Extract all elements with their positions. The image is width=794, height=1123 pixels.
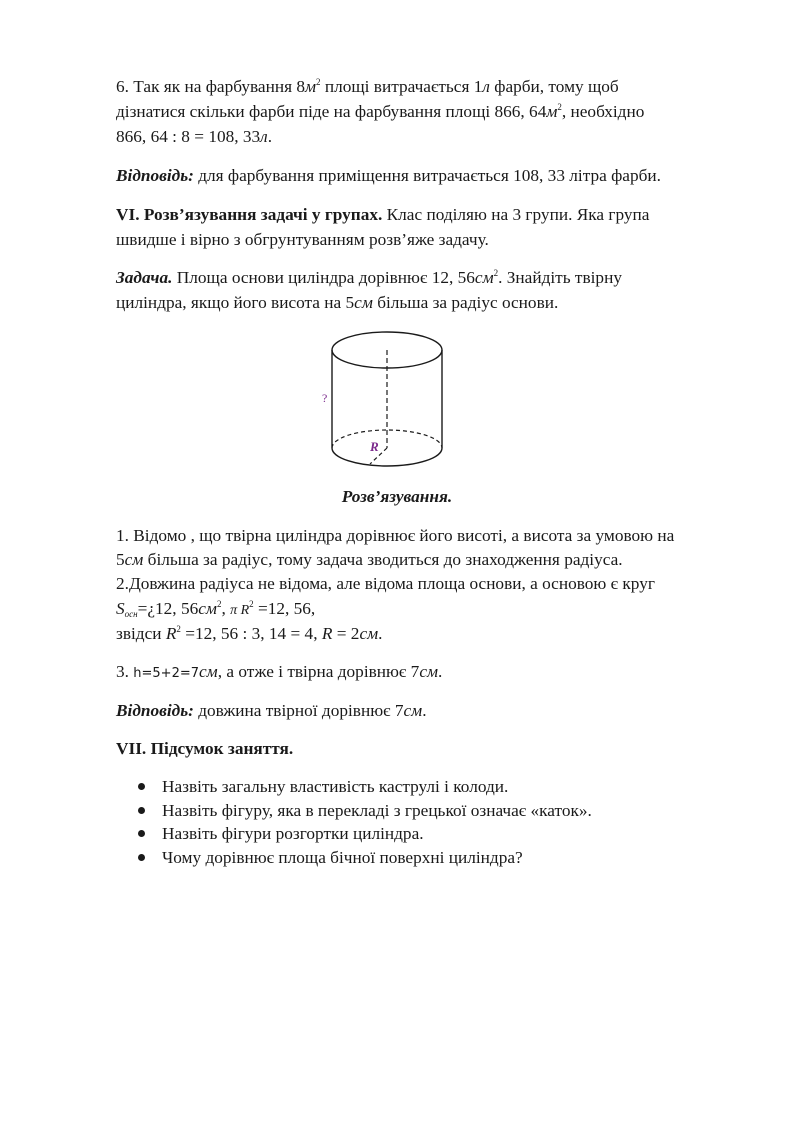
solution-step-3: 3. h=5+2=7см, а отже і твірна дорівнює 7см. (116, 662, 443, 681)
paragraph-6-line-2: дізнатися скільки фарби піде на фарбування площі 866, $64м^2$, необхідно (116, 102, 645, 121)
solution-title: Розв’язування. (341, 487, 453, 506)
list-item: Назвіть фігуру, яка в перекладі з грецької означає «каток». (116, 799, 592, 823)
section-6-line-2: швидше і вірно з обгрунтуванням розв’яже задачу. (116, 230, 489, 249)
bullet-icon (138, 807, 145, 814)
height-label: ? (322, 391, 328, 405)
solution-step-1-line-1: 1. Відомо , що твірна циліндра дорівнює його висоті, а висота за умовою на (116, 526, 675, 545)
paragraph-6-line-3: 866, 64 : 8 = 108, 33л. (116, 127, 273, 146)
solution-radius-formula: звідси $R^2 =12$, 56 : 3, 14 = 4, R = 2см. (116, 624, 383, 643)
answer-1: Відповідь: для фарбування приміщення витрачається 108, 33 літра фарби. (116, 166, 661, 185)
section-6-title: VI. Розв’язування задачі у групах. (116, 205, 383, 224)
list-item: Назвіть загальну властивість каструлі і колоди. (116, 775, 592, 799)
cylinder-bottom-front (332, 448, 442, 466)
paragraph-6-line-1: 6. Так як на фарбування $8м^2$ площі витрачається 1л фарби, тому щоб (116, 77, 619, 96)
summary-question-list (116, 775, 592, 869)
solution-step-1-line-2: 5см більша за радіус, тому задача зводиться до знаходження радіуса. (116, 550, 623, 569)
cylinder-figure (310, 318, 460, 478)
task-line-2: циліндра, якщо його висота на 5см більша за радіус основи. (116, 293, 559, 312)
bullet-icon (138, 830, 145, 837)
section-6-line-1: VI. Розв’язування задачі у групах. Клас поділяю на 3 групи. Яка група (116, 205, 650, 224)
list-item: Чому дорівнює площа бічної поверхні циліндра? (116, 846, 592, 870)
list-item: Назвіть фігури розгортки циліндра. (116, 822, 592, 846)
bullet-icon (138, 783, 145, 790)
solution-step-2: 2.Довжина радіуса не відома, але відома площа основи, а основою є круг (116, 574, 655, 593)
task-line-1: Задача. Площа основи циліндра дорівнює 12, $56см^2$. Знайдіть твірну (116, 268, 622, 287)
section-7-title: VII. Підсумок заняття. (116, 739, 294, 758)
answer-2: Відповідь: довжина твірної дорівнює 7см. (116, 701, 427, 720)
radius-label: R (370, 439, 379, 454)
solution-area-formula: $S_{осн}=¿12$, $56см^2$, π $R^2 =12$, 56, (116, 599, 316, 619)
bullet-icon (138, 854, 145, 861)
